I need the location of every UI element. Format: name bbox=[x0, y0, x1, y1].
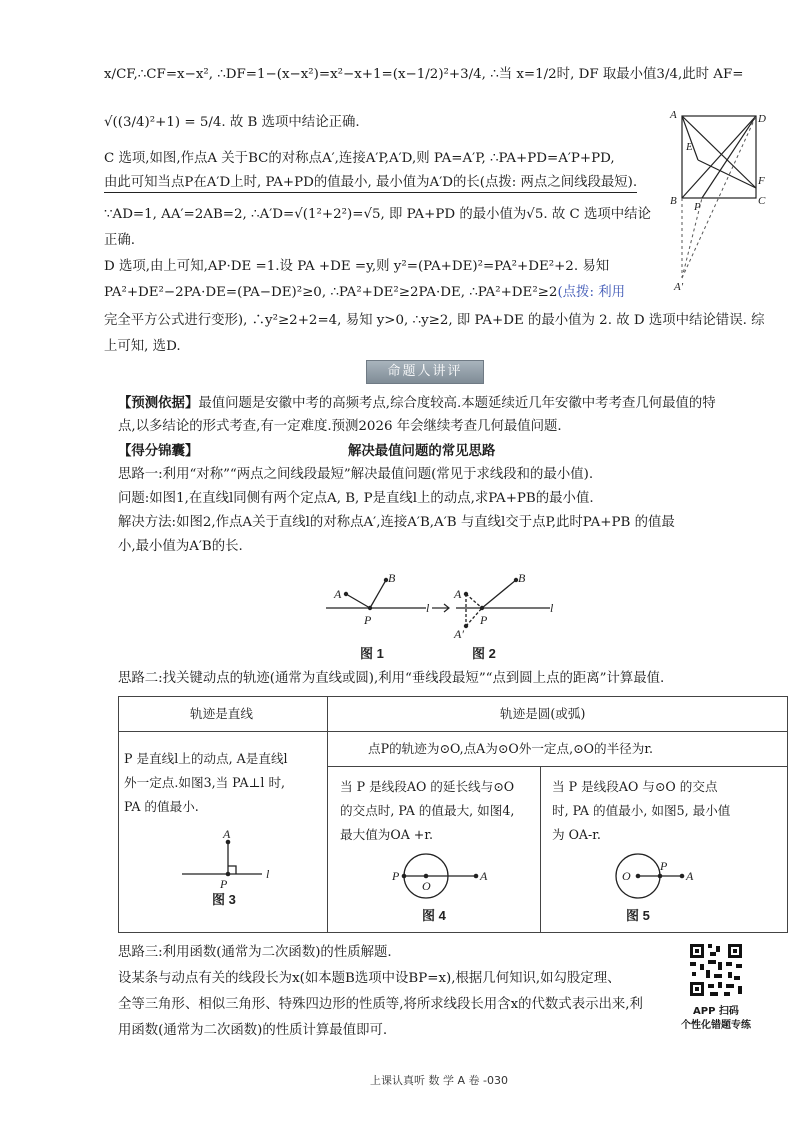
fig5-O: O bbox=[622, 869, 631, 883]
fig1-l: l bbox=[426, 601, 430, 615]
max-text-c: 最大值为OA +r. bbox=[340, 827, 433, 842]
forecast-label: 【预测依据】 bbox=[118, 395, 199, 411]
tips-header bbox=[118, 442, 198, 461]
fig5-A: A bbox=[686, 869, 694, 883]
forecast-line-2: 点,以多结论的形式考查,有一定难度.预测2026 年会继续考查几何最值问题. bbox=[118, 419, 562, 434]
fig5-P: P bbox=[660, 859, 668, 873]
qr-caption-1: APP 扫码 bbox=[693, 1006, 739, 1017]
fig1-P: P bbox=[364, 613, 372, 627]
fig3-P: P bbox=[220, 877, 228, 891]
solution-line-7: D 选项,由上可知,AP·DE =1.设 PA +DE =y,则 y²=(PA+DE)²=PA²+DE²+2. 易知 bbox=[104, 259, 610, 274]
line-text-b: 外一定点.如图3,当 PA⊥l 时, bbox=[124, 775, 286, 790]
label-C: C bbox=[758, 195, 766, 207]
figure-4 bbox=[384, 850, 494, 924]
forecast-line-1: 【预测依据】最值问题是安徽中考的高频考点,综合度较高.本题延续近几年安徽中考考查几何最值的特 bbox=[118, 395, 716, 411]
fig2-P: P bbox=[480, 613, 488, 627]
square-diagram bbox=[668, 108, 768, 294]
max-text-a: 当 P 是线段AO 的延长线与⊙O bbox=[340, 779, 515, 794]
label-D: D bbox=[758, 113, 766, 125]
line-text-c: PA 的值最小. bbox=[124, 799, 199, 814]
tips-m1b: 小,最小值为A′B的长. bbox=[118, 539, 243, 554]
hint-text: (点拨: 利用 bbox=[557, 285, 625, 300]
table-header-2: 轨迹是圆(或弧) bbox=[500, 706, 586, 721]
figure-3 bbox=[176, 828, 286, 908]
tips-s1: 思路一:利用“对称”“两点之间线段最短”解决最值问题(常见于求线段和的最小值). bbox=[118, 467, 594, 482]
fig3-l: l bbox=[266, 867, 270, 881]
label-E: E bbox=[686, 141, 693, 153]
fig2-caption: 图 2 bbox=[472, 646, 496, 661]
fig2-A: A bbox=[454, 587, 462, 601]
solution-line-4 bbox=[104, 174, 637, 192]
fig4-O: O bbox=[422, 879, 431, 893]
qr-caption-2: 个性化错题专练 bbox=[681, 1020, 751, 1031]
tips-m3a: 设某条与动点有关的线段长为x(如本题B选项中设BP=x),根据几何知识,如勾股定理、 bbox=[118, 971, 621, 986]
solution-line-8: PA²+DE²−2PA·DE=(PA−DE)²≥0, ∴PA²+DE²≥2PA·DE, ∴PA²+DE²≥2(点拨: 利用 bbox=[104, 285, 625, 300]
fig1-caption: 图 1 bbox=[360, 646, 384, 661]
min-text-a: 当 P 是线段AO 与⊙O 的交点 bbox=[552, 779, 718, 794]
tips-m1a: 解决方法:如图2,作点A关于直线l的对称点A′,连接A′B,A′B 与直线l交于点P,此时PA+PB 的值最 bbox=[118, 515, 675, 530]
fig2-B: B bbox=[518, 571, 526, 585]
line-text-a: P 是直线l上的动点, A是直线l bbox=[124, 751, 288, 766]
page-footer: 上课认真听 数 学 A 卷 -030 bbox=[370, 1074, 508, 1087]
label-B: B bbox=[670, 195, 677, 207]
section-banner: 命题人讲评 bbox=[366, 360, 484, 384]
min-text-c: 为 OA-r. bbox=[552, 827, 601, 842]
tips-m3c: 用函数(通常为二次函数)的性质计算最值即可. bbox=[118, 1023, 388, 1038]
fig2-A-prime: A′ bbox=[454, 627, 464, 641]
solution-line-5: ∵AD=1, AA′=2AB=2, ∴A′D=√(1²+2²)=√5, 即 PA+PD 的最小值为√5. 故 C 选项中结论 bbox=[104, 207, 651, 222]
figure-1-2 bbox=[320, 566, 560, 662]
fig1-B: B bbox=[388, 571, 396, 585]
fig2-l: l bbox=[550, 601, 554, 615]
tips-title: 解决最值问题的常见思路 bbox=[348, 443, 496, 459]
solution-line-6: 正确. bbox=[104, 233, 136, 248]
fig4-P: P bbox=[392, 869, 400, 883]
tips-s2: 思路二:找关键动点的轨迹(通常为直线或圆),利用“垂线段最短”“点到圆上点的距离”计算最值. bbox=[118, 671, 665, 686]
qr-code-icon[interactable] bbox=[688, 942, 744, 998]
label-A-prime: A′ bbox=[674, 281, 684, 293]
fig1-A: A bbox=[334, 587, 342, 601]
solution-line-9: 完全平方公式进行变形), ∴y²≥2+2=4, 易知 y>0, ∴y≥2, 即 PA+DE 的最小值为 2. 故 D 选项中结论错误. 综 bbox=[104, 313, 765, 328]
max-text-b: 的交点时, PA 的值最大, 如图4, bbox=[340, 803, 515, 818]
label-A: A bbox=[670, 109, 677, 121]
solution-line-2: √((3/4)²+1) = 5/4. 故 B 选项中结论正确. bbox=[104, 115, 360, 130]
label-P: P bbox=[694, 201, 701, 213]
tips-q1: 问题:如图1,在直线l同侧有两个定点A, B, P是直线l上的动点,求PA+PB的最小值. bbox=[118, 491, 594, 506]
underlined-text: 由此可知当点P在A′D上时, PA+PD的值最小, 最小值为A′D的长(点拨: 两点之间线段最短). bbox=[104, 175, 637, 193]
solution-line-1: x/CF,∴CF=x−x², ∴DF=1−(x−x²)=x²−x+1=(x−1/2)²+3/4, ∴当 x=1/2时, DF 取最小值3/4,此时 AF= bbox=[104, 67, 744, 82]
fig4-A: A bbox=[480, 869, 488, 883]
circle-head-text: 点P的轨迹为⊙O,点A为⊙O外一定点,⊙O的半径为r. bbox=[368, 741, 654, 756]
solution-line-10: 上可知, 选D. bbox=[104, 339, 181, 354]
solution-line-3: C 选项,如图,作点A 关于BC的对称点A′,连接A′P,A′D,则 PA=A′P, ∴PA+PD=A′P+PD, bbox=[104, 151, 615, 166]
figure-5 bbox=[600, 850, 710, 924]
fig5-caption: 图 5 bbox=[626, 908, 650, 923]
fig4-caption: 图 4 bbox=[422, 908, 446, 923]
tips-m3b: 全等三角形、相似三角形、特殊四边形的性质等,将所求线段长用含x的代数式表示出来,利 bbox=[118, 997, 643, 1012]
fig3-A: A bbox=[223, 828, 231, 841]
label-F: F bbox=[758, 175, 765, 187]
table-header-1: 轨迹是直线 bbox=[190, 706, 253, 721]
tips-s3: 思路三:利用函数(通常为二次函数)的性质解题. bbox=[118, 945, 392, 960]
fig3-caption: 图 3 bbox=[212, 892, 236, 907]
min-text-b: 时, PA 的值最小, 如图5, 最小值 bbox=[552, 803, 731, 818]
tips-label: 【得分锦囊】 bbox=[118, 443, 199, 459]
